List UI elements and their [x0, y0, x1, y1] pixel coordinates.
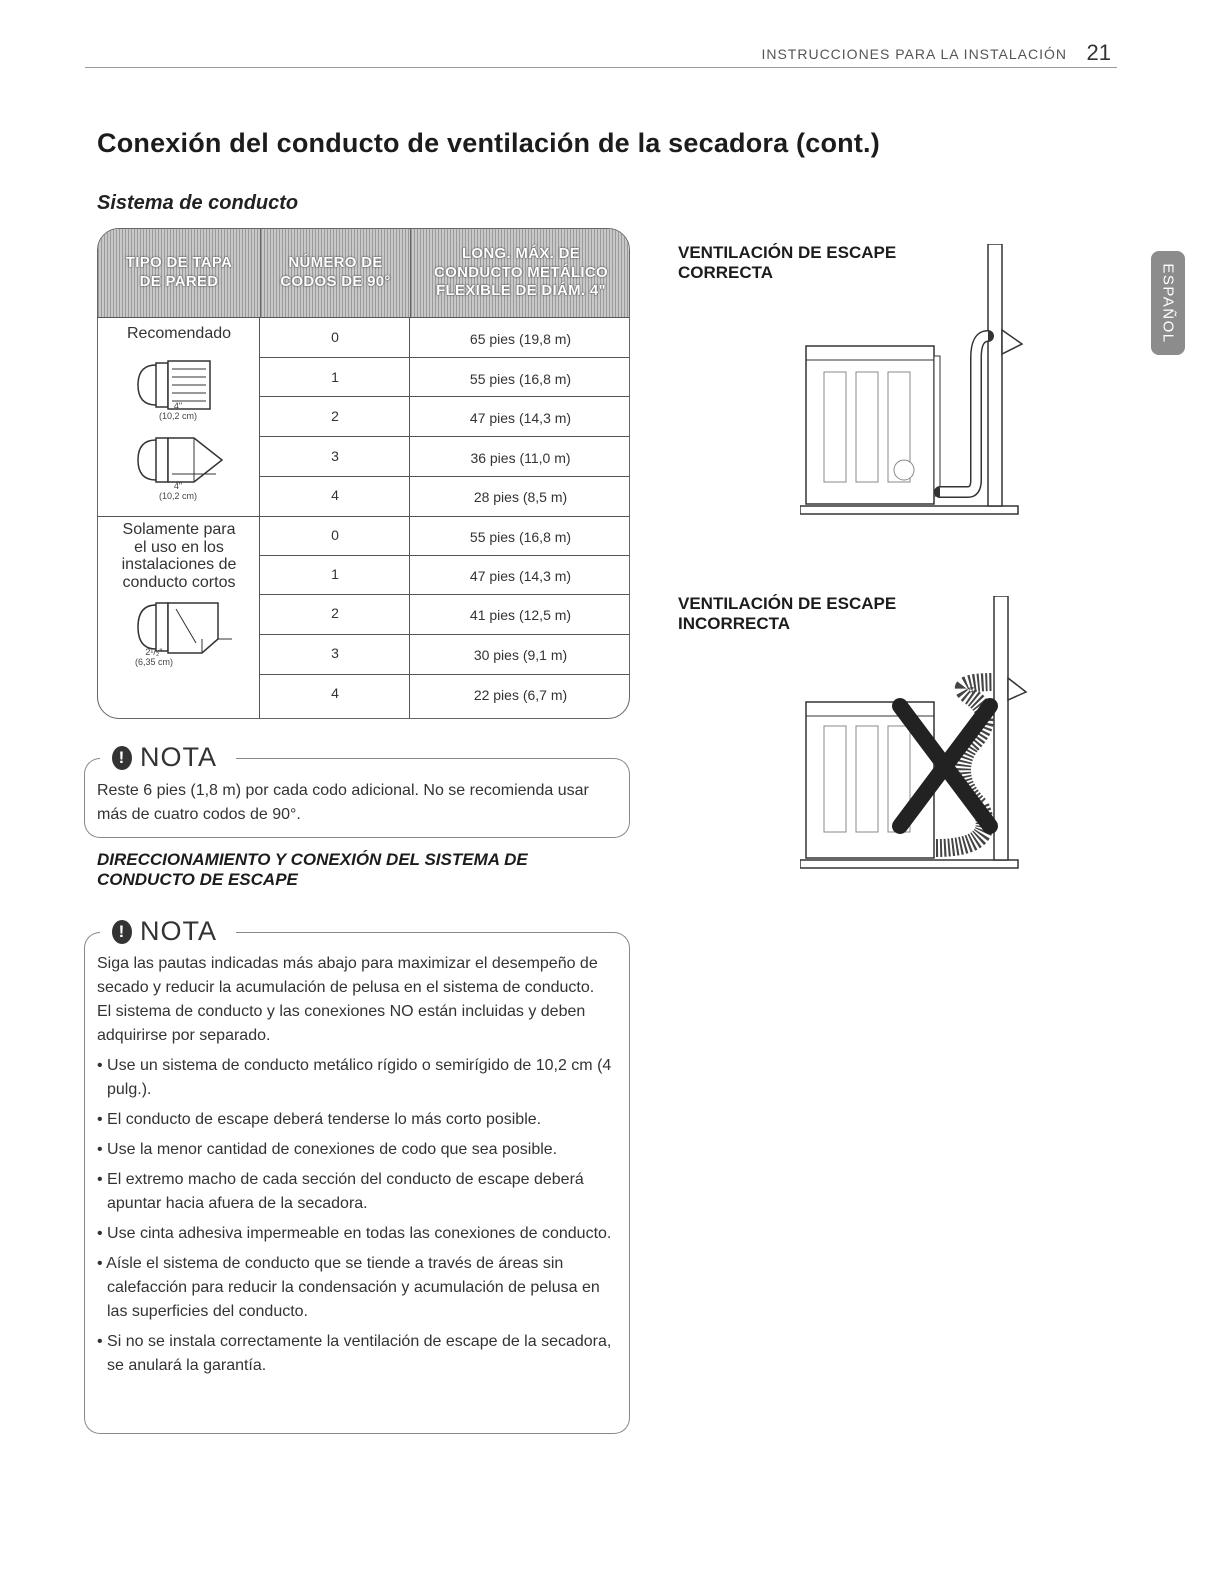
- length-value: 55 pies (16,8 m): [469, 529, 572, 545]
- nota-text-1: Reste 6 pies (1,8 m) por cada codo adicional. No se recomienda usar más de cuatro codos de 90°.: [97, 782, 589, 823]
- language-tab[interactable]: ESPAÑOL: [1151, 251, 1185, 355]
- dim-label: 2¹/₂": [145, 647, 163, 657]
- dim-label: (6,35 cm): [134, 657, 173, 667]
- length-value: 47 pies (14,3 m): [469, 568, 572, 584]
- exclamation-icon: !: [112, 746, 132, 770]
- list-item: • Use un sistema de conducto metálico rígido o semirígido de 10,2 cm (4 pulg.).: [97, 1057, 612, 1098]
- dim-label: (10,2 cm): [158, 491, 197, 501]
- list-item: • Use cinta adhesiva impermeable en todas las conexiones de conducto.: [97, 1225, 612, 1242]
- dim-label: 4": [173, 401, 183, 411]
- box-hood-cap-icon: [136, 434, 226, 486]
- header-section: INSTRUCCIONES PARA LA INSTALACIÓN: [761, 46, 1067, 62]
- elbows-value: 3: [331, 645, 339, 661]
- elbows-value: 2: [331, 605, 339, 621]
- elbows-value: 2: [331, 408, 339, 424]
- page-header: [85, 38, 1117, 68]
- length-value: 65 pies (19,8 m): [469, 331, 572, 347]
- elbows-value: 4: [331, 487, 339, 503]
- elbows-value: 1: [331, 369, 339, 385]
- table-header-cap-type: TIPO DE TAPA DE PARED: [98, 229, 260, 317]
- list-item: • Si no se instala correctamente la ventilación de escape de la secadora, se anulará la garantía.: [97, 1333, 612, 1374]
- length-value: 36 pies (11,0 m): [470, 450, 571, 466]
- length-value: 28 pies (8,5 m): [473, 489, 568, 505]
- section-subtitle: Sistema de conducto: [97, 192, 299, 214]
- table-header-length: LONG. MÁX. DE CONDUCTO METÁLICO FLEXIBLE DE DIÁM. 4": [410, 229, 630, 317]
- page-number: 21: [1086, 40, 1111, 65]
- section-title-duct-routing: DIRECCIONAMIENTO Y CONEXIÓN DEL SISTEMA DE CONDUCTO DE ESCAPE: [97, 850, 528, 889]
- vent-incorrect-title: VENTILACIÓN DE ESCAPE INCORRECTA: [678, 594, 897, 633]
- length-value: 47 pies (14,3 m): [469, 410, 572, 426]
- cap-type-recommended: Recomendado: [126, 325, 232, 342]
- elbows-value: 1: [331, 566, 339, 582]
- cap-type-short-runs: Solamente para el uso en los instalaciones de conducto cortos: [121, 521, 237, 591]
- list-item: • El conducto de escape deberá tenderse lo más corto posible.: [97, 1111, 542, 1128]
- length-value: 30 pies (9,1 m): [473, 647, 568, 663]
- nota-heading-1: ! NOTA: [112, 742, 217, 773]
- list-item: • Aísle el sistema de conducto que se tiende a través de áreas sin calefacción para reducir la condensación y acumulación de pelusa en las superficies del conducto.: [97, 1255, 600, 1320]
- length-value: 41 pies (12,5 m): [469, 607, 572, 623]
- list-item: • El extremo macho de cada sección del conducto de escape deberá apuntar hacia afuera de la secadora.: [97, 1171, 584, 1212]
- length-value: 22 pies (6,7 m): [473, 687, 568, 703]
- table-header-elbows: NÚMERO DE CODOS DE 90°: [260, 229, 410, 317]
- nota-text-2: [97, 952, 617, 1378]
- guideline-list: [97, 1054, 617, 1378]
- dim-label: (10,2 cm): [158, 411, 197, 421]
- elbows-value: 0: [331, 527, 339, 543]
- list-item: • Use la menor cantidad de conexiones de codo que sea posible.: [97, 1141, 558, 1158]
- nota-paragraph: Siga las pautas indicadas más abajo para maximizar el desempeño de secado y reducir la acumulación de pelusa en el sistema de conducto.: [97, 955, 598, 996]
- elbows-value: 0: [331, 329, 339, 345]
- correct-venting-diagram: [800, 244, 1036, 524]
- vent-correct-title: VENTILACIÓN DE ESCAPE CORRECTA: [678, 243, 897, 282]
- nota-heading-2: ! NOTA: [112, 916, 217, 947]
- nota-paragraph: El sistema de conducto y las conexiones NO están incluidas y deben adquirirse por separado.: [97, 1003, 586, 1044]
- exclamation-icon: !: [112, 920, 132, 944]
- length-value: 55 pies (16,8 m): [469, 371, 572, 387]
- page-title: Conexión del conducto de ventilación de la secadora (cont.): [97, 128, 880, 158]
- elbows-value: 3: [331, 448, 339, 464]
- duct-length-table: [97, 228, 630, 719]
- dim-label: 4": [173, 481, 183, 491]
- incorrect-venting-diagram: [800, 596, 1036, 878]
- elbows-value: 4: [331, 685, 339, 701]
